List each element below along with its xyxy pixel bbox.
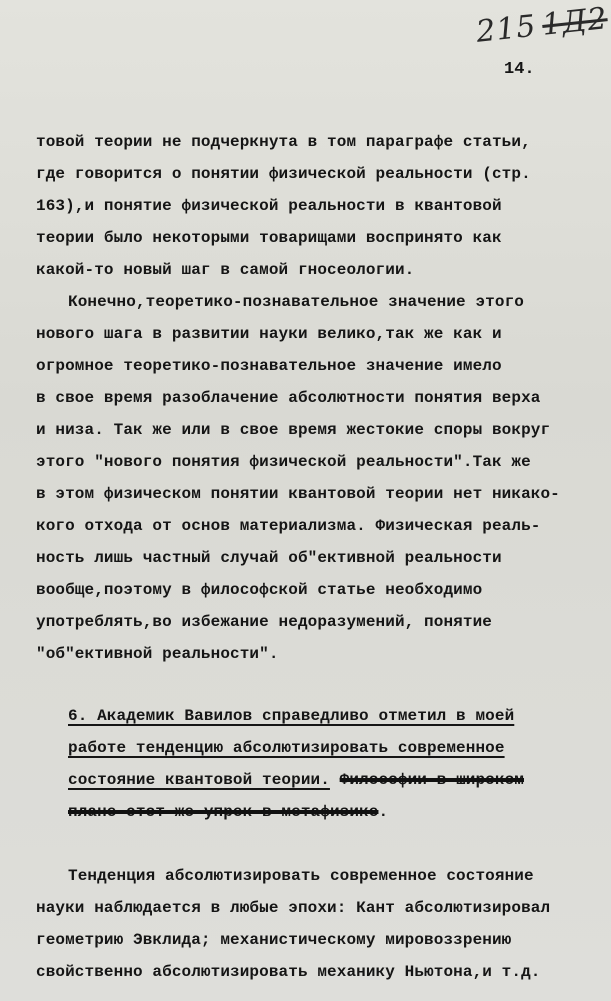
text-line: в свое время разоблачение абсолютности понятия верха <box>36 389 541 407</box>
text-line: теории было некоторыми товарищами воспринято как <box>36 229 502 247</box>
section6-line <box>68 770 524 790</box>
text-line: ность лишь частный случай об"ективной реальности <box>36 549 502 567</box>
section6-struck-text: плане этот же упрек в метафизике <box>68 803 379 821</box>
text-line: этого "нового понятия физической реальности".Так же <box>36 453 531 471</box>
page-number: 14. <box>504 60 535 79</box>
section6-line <box>68 802 388 822</box>
text-line: свойственно абсолютизировать механику Ньютона,и т.д. <box>36 963 541 981</box>
text-line: "об"ективной реальности". <box>36 645 279 663</box>
section6-line: работе тенденцию абсолютизировать современное <box>68 739 505 757</box>
archive-number-1: 215 <box>474 8 539 50</box>
text-line: Тенденция абсолютизировать современное состояние <box>68 867 534 885</box>
archive-number-2: 1Д2 <box>540 1 610 43</box>
text-line: геометрию Эвклида; механистическому мировоззрению <box>36 931 512 949</box>
text-line: товой теории не подчеркнута в том параграфе статьи, <box>36 133 531 151</box>
text-line: 163),и понятие физической реальности в квантовой <box>36 197 502 215</box>
section6-period: . <box>378 803 389 821</box>
text-line: нового шага в развитии науки велико,так же как и <box>36 325 502 343</box>
text-line: в этом физическом понятии квантовой теории нет никако- <box>36 485 560 503</box>
section6-struck-text: Философии в широком <box>339 771 524 789</box>
text-line: вообще,поэтому в философской статье необходимо <box>36 581 483 599</box>
text-line: Конечно,теоретико-познавательное значение этого <box>68 293 524 311</box>
section6-underlined-text: состояние квантовой теории. <box>68 771 330 789</box>
text-line: употреблять,во избежание недоразумений, понятие <box>36 613 492 631</box>
text-line: науки наблюдается в любые эпохи: Кант абсолютизировал <box>36 899 551 917</box>
text-line: где говорится о понятии физической реальности (стр. <box>36 165 531 183</box>
section6-line: 6. Академик Вавилов справедливо отметил в моей <box>68 707 515 725</box>
handwritten-archive-number <box>475 1 610 50</box>
text-line: кого отхода от основ материализма. Физическая реаль- <box>36 517 541 535</box>
text-line: и низа. Так же или в свое время жестокие споры вокруг <box>36 421 551 439</box>
text-line: огромное теоретико-познавательное значение имело <box>36 357 502 375</box>
text-line: какой-то новый шаг в самой гносеологии. <box>36 261 415 279</box>
